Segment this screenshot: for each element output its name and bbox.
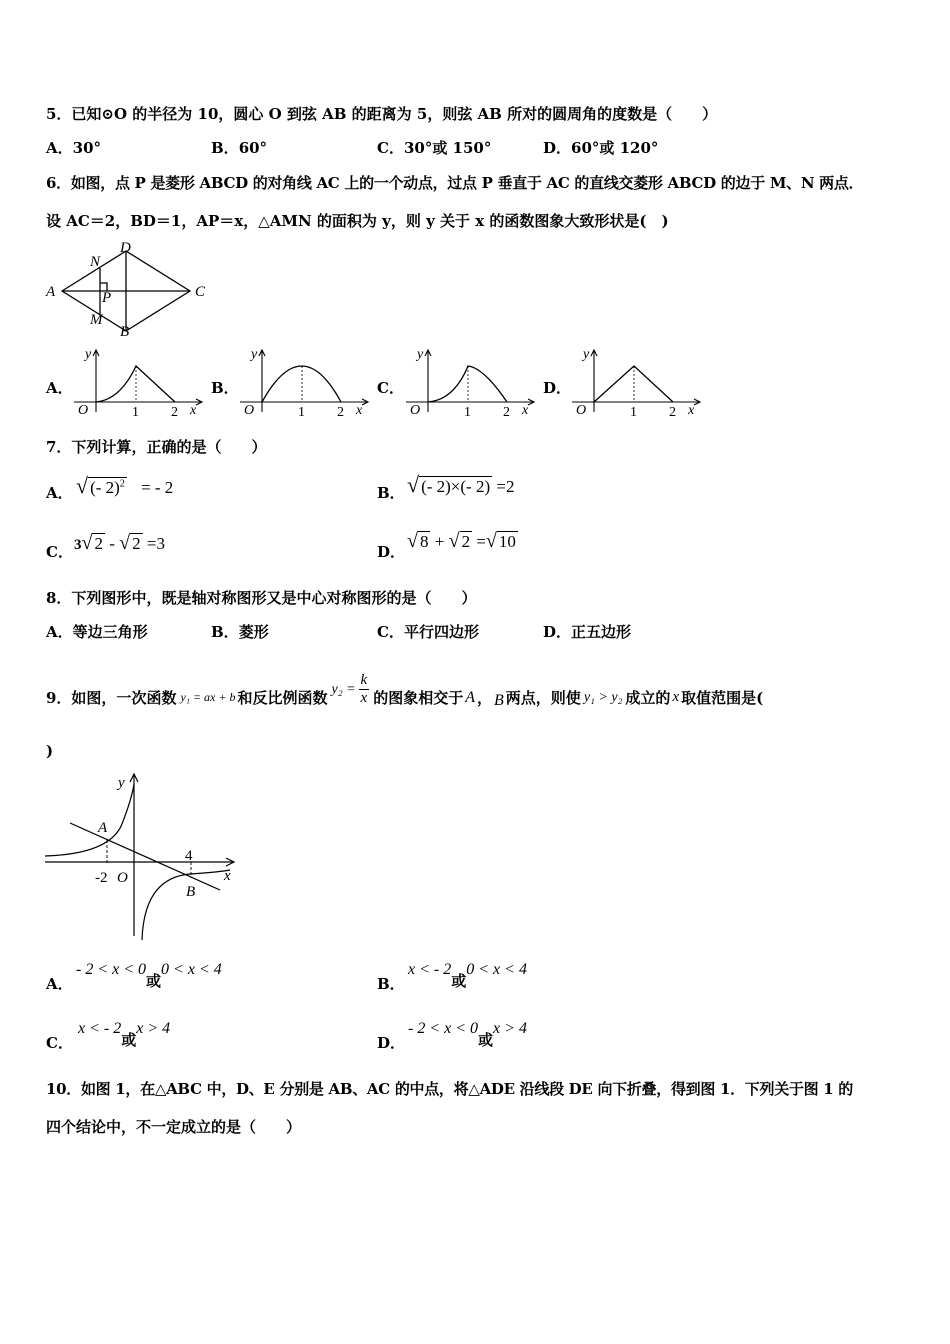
hyperbola-branch-right — [142, 870, 230, 940]
tick-1: 1 — [298, 405, 305, 418]
q7-text: 7．下列计算，正确的是（ ） — [46, 438, 267, 456]
q9-option-c-expr: x < - 2或x > 4 — [78, 1020, 171, 1049]
label-n: N — [90, 254, 101, 270]
tick-1: 1 — [132, 405, 139, 418]
axis-x-label: x — [356, 403, 363, 418]
q5-option-a: A．30° — [46, 139, 102, 157]
q9-text: 9．如图，一次函数 y₁ = ax + b 和反比例函数 y₂ = $\frac{k}{x}$ 的图象相交于 A ， B 两点，则使 y₁ > y₂ 成立的 x 取值范围是( — [46, 672, 764, 709]
q6-option-a-label: A． — [46, 379, 73, 397]
label-tick-4: 4 — [185, 848, 193, 864]
label-b: B — [120, 324, 130, 340]
label-d: D — [120, 240, 131, 256]
origin-label: O — [410, 403, 421, 418]
q9-close-paren: ) — [46, 742, 54, 760]
q7-option-b-expr: √ (- 2)×(- 2) =2 — [407, 472, 515, 497]
tick-2: 2 — [337, 405, 344, 418]
q6-graph-b — [236, 346, 371, 418]
q9-option-a-expr: - 2 < x < 0或0 < x < 4 — [76, 961, 222, 990]
q6-option-b-label: B． — [211, 379, 239, 397]
origin-label: O — [78, 403, 89, 418]
q5-text: 5．已知⊙O 的半径为 10，圆心 O 到弦 AB 的距离为 5，则弦 AB 所对的圆周角的度数是（ ） — [46, 105, 718, 123]
q7-option-d-label: D． — [377, 543, 406, 561]
tick-2: 2 — [669, 405, 676, 418]
q6-option-d-label: D． — [543, 379, 572, 397]
tick-2: 2 — [171, 405, 178, 418]
q7-option-d-expr: √ 8 + √ 2 =√ 10 — [407, 530, 516, 552]
label-tick-neg2: -2 — [95, 870, 108, 886]
label-a: A — [46, 284, 56, 300]
q8-text: 8．下列图形中，既是轴对称图形又是中心对称图形的是（ ） — [46, 589, 477, 607]
label-origin: O — [117, 870, 128, 886]
q6-graph-c — [402, 346, 537, 418]
axis-y-label: y — [251, 347, 258, 362]
q9-option-b-label: B． — [377, 975, 405, 993]
q8-option-d: D．正五边形 — [543, 623, 632, 641]
tick-1: 1 — [464, 405, 471, 418]
q6-rhombus-figure — [40, 238, 225, 343]
axis-x-label: x — [190, 403, 197, 418]
q6-graph-a — [70, 346, 205, 418]
q9-option-a-label: A． — [46, 975, 73, 993]
q8-option-b: B．菱形 — [211, 623, 269, 641]
q6-text-line1: 6．如图，点 P 是菱形 ABCD 的对角线 AC 上的一个动点，过点 P 垂直于 AC 的直线交菱形 ABCD 的边于 M、N 两点． — [46, 174, 864, 192]
axis-y-label: y — [85, 347, 92, 362]
line-y1 — [70, 823, 220, 890]
tick-2: 2 — [503, 405, 510, 418]
axis-y-label: y — [583, 347, 590, 362]
axis-x-label: x — [688, 403, 695, 418]
q9-option-c-label: C． — [46, 1034, 73, 1052]
label-y: y — [118, 775, 125, 791]
q8-option-c: C．平行四边形 — [377, 623, 479, 641]
axis-x-label: x — [522, 403, 529, 418]
q7-option-a-label: A． — [46, 484, 73, 502]
q7-option-c-label: C． — [46, 543, 73, 561]
q10-text-line2: 四个结论中，不一定成立的是（ ） — [46, 1118, 302, 1136]
q6-graph-d — [568, 346, 703, 418]
label-point-a: A — [98, 820, 108, 836]
label-point-b: B — [186, 884, 196, 900]
q7-option-c-expr: 3√ 2 - √ 2 =3 — [74, 532, 165, 554]
q5-option-d: D．60°或 120° — [543, 139, 659, 157]
q6-option-c-label: C． — [377, 379, 404, 397]
label-c: C — [195, 284, 206, 300]
q9-function-figure — [40, 768, 240, 940]
q7-option-b-label: B． — [377, 484, 405, 502]
origin-label: O — [244, 403, 255, 418]
label-x: x — [224, 868, 231, 884]
tick-1: 1 — [630, 405, 637, 418]
label-p: P — [102, 290, 112, 306]
q9-option-b-expr: x < - 2或0 < x < 4 — [408, 961, 527, 990]
q5-option-c: C．30°或 150° — [377, 139, 492, 157]
q9-option-d-label: D． — [377, 1034, 406, 1052]
q7-option-a-expr: √ (- 2)$^2$ = - 2 — [76, 473, 174, 498]
q5-option-b: B．60° — [211, 139, 268, 157]
origin-label: O — [576, 403, 587, 418]
q9-option-d-expr: - 2 < x < 0或x > 4 — [408, 1020, 527, 1049]
label-m: M — [90, 312, 103, 328]
q8-option-a: A．等边三角形 — [46, 623, 148, 641]
axis-y-label: y — [417, 347, 424, 362]
q10-text-line1: 10．如图 1，在△ABC 中，D、E 分别是 AB、AC 的中点，将△ADE 沿线段 DE 向下折叠，得到图 1．下列关于图 1 的 — [46, 1080, 853, 1098]
q6-text-line2: 设 AC＝2，BD＝1，AP＝x，△AMN 的面积为 y，则 y 关于 x 的函数图象大致形状是( ) — [46, 212, 669, 230]
